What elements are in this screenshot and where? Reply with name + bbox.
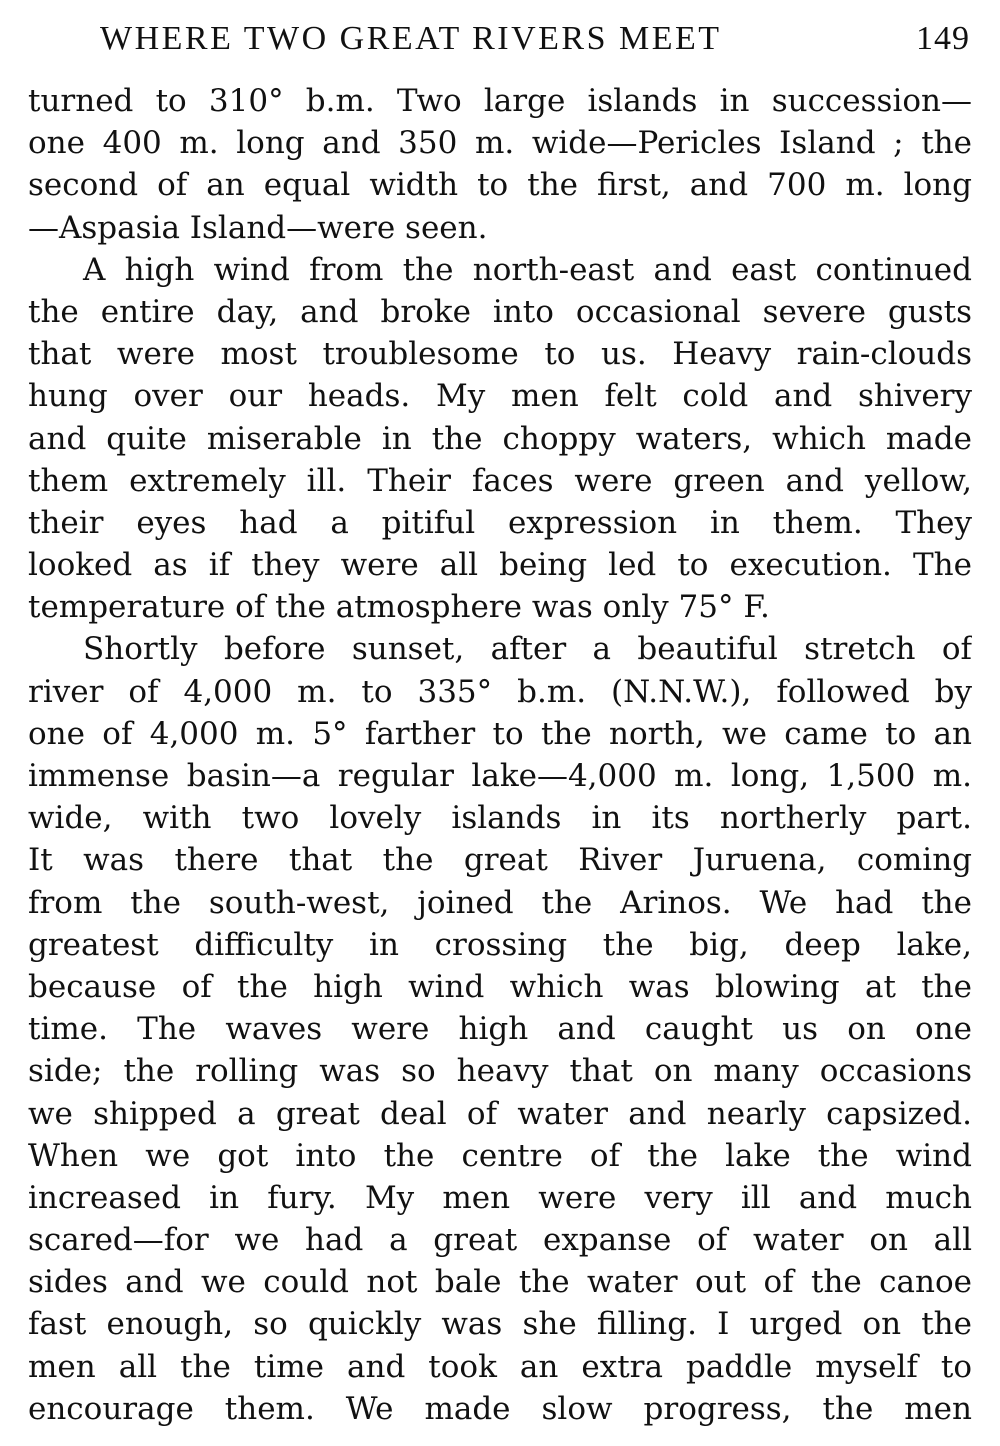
text-line: fast enough, so quickly was she filling. I urged on the [28, 1306, 972, 1343]
text-line: scared—for we had a great expanse of water on all [28, 1222, 972, 1259]
text-line: —Aspasia Island—were seen. [28, 209, 488, 246]
running-head [100, 14, 970, 64]
text-line: and quite miserable in the choppy waters, which made [28, 420, 972, 457]
text-line: side; the rolling was so heavy that on many occasions [28, 1053, 972, 1090]
text-line: from the south-west, joined the Arinos. We had the [28, 884, 972, 921]
running-title: WHERE TWO GREAT RIVERS MEET [100, 20, 722, 57]
text-line: one 400 m. long and 350 m. wide—Pericles Island ; the [28, 125, 972, 162]
text-line: time. The waves were high and caught us on one [28, 1011, 972, 1048]
text-line: When we got into the centre of the lake the wind [28, 1137, 972, 1174]
text-line: temperature of the atmosphere was only 75° F. [28, 589, 770, 626]
text-line: their eyes had a pitiful expression in them. They [28, 504, 972, 541]
body-text [28, 80, 972, 1430]
text-line: them extremely ill. Their faces were green and yellow, [28, 462, 972, 499]
paragraph-3 [28, 628, 972, 1430]
text-line: increased in fury. My men were very ill and much [28, 1179, 972, 1216]
text-line: second of an equal width to the first, and 700 m. long [28, 167, 972, 204]
text-line: greatest difficulty in crossing the big, deep lake, [28, 926, 972, 963]
text-line: hung over our heads. My men felt cold and shivery [28, 378, 972, 415]
text-line: immense basin—a regular lake—4,000 m. long, 1,500 m. [28, 758, 972, 794]
paragraph-1 [28, 80, 972, 249]
text-line: sides and we could not bale the water out of the canoe [28, 1264, 972, 1301]
text-line: that were most troublesome to us. Heavy rain-clouds [28, 336, 972, 373]
text-line: turned to 310° b.m. Two large islands in succession— [28, 83, 972, 119]
text-line: wide, with two lovely islands in its northerly part. [28, 800, 972, 837]
text-line: the entire day, and broke into occasional severe gusts [28, 293, 972, 330]
page-number: 149 [916, 20, 970, 57]
text-line: men all the time and took an extra paddle myself to [28, 1348, 972, 1385]
text-line: Shortly before sunset, after a beautiful stretch of [83, 631, 972, 668]
text-line: we shipped a great deal of water and nearly capsized. [28, 1095, 972, 1132]
text-line: one of 4,000 m. 5° farther to the north, we came to an [28, 715, 972, 752]
text-line: because of the high wind which was blowing at the [28, 968, 972, 1005]
text-line: It was there that the great River Juruena, coming [28, 842, 972, 879]
text-line: A high wind from the north-east and east continued [83, 251, 972, 288]
text-line: encourage them. We made slow progress, the men [28, 1390, 972, 1427]
paragraph-2 [28, 249, 972, 629]
text-line: looked as if they were all being led to execution. The [28, 547, 972, 584]
text-line: river of 4,000 m. to 335° b.m. (N.N.W.), followed by [28, 673, 972, 710]
